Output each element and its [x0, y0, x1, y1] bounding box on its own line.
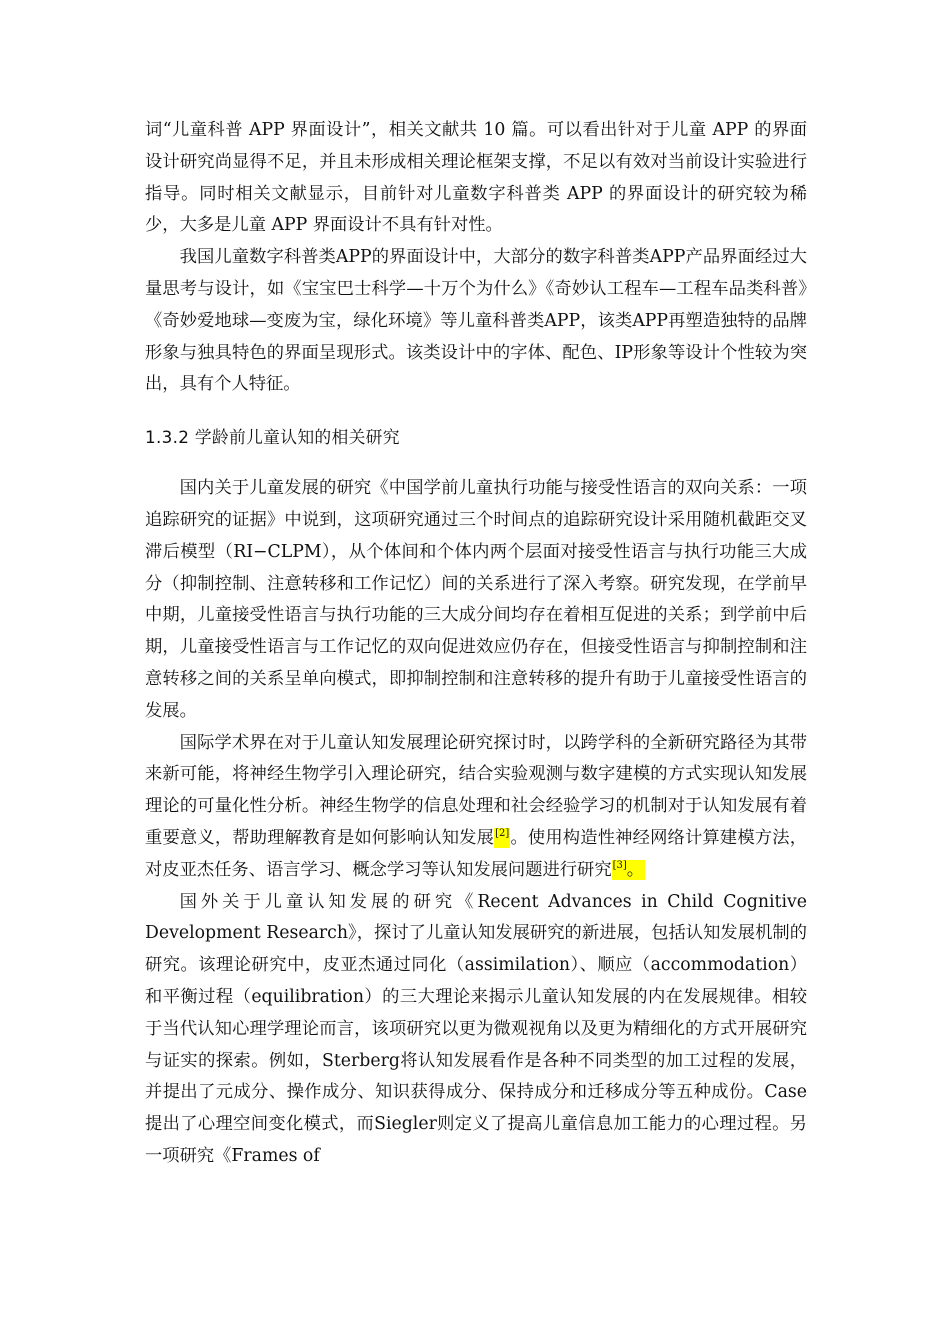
citation-ref-3: [3] [612, 859, 627, 871]
paragraph-text-part-b: 。使用构造性神经网络计算建模方法，对皮亚杰任务、语言学习、概念学习等认知发展问题进行研究 [145, 827, 807, 880]
paragraph-domestic-apps: 我国儿童数字科普类APP的界面设计中，大部分的数字科普类APP产品界面经过大量思考与设计，如《宝宝巴士科学—十万个为什么》《奇妙认工程车—工程车品类科普》《奇妙爱地球—变废为宝，绿化环境》等儿童科普类APP，该类APP再塑造独特的品牌形象与独具特色的界面呈现形式。该类设计中的字体、配色、IP形象等设计个性较为突出，具有个人特征。 [145, 247, 807, 395]
section-heading: 1.3.2 学龄前儿童认知的相关研究 [145, 427, 400, 448]
paragraph-foreign-research: 国外关于儿童认知发展的研究《Recent Advances in Child Cognitive Development Research》，探讨了儿童认知发展研究的新进展，包括认知发展机制的研究。该理论研究中，皮亚杰通过同化（assimilation）、顺应（accommodation）和平衡过程（equilibration）的三大理论来揭示儿童认知发展的内在发展规律。相较于当代认知心理学理论而言，该项研究以更为微观视角以及更为精细化的方式开展研究与证实的探索。例如，Sterberg将认知发展看作是各种不同类型的加工过程的发展，并提出了元成分、操作成分、知识获得成分、保持成分和迁移成分等五种成份。Case提出了心理空间变化模式，而Siegler则定义了提高儿童信息加工能力的心理过程。另一项研究《Frames of [145, 891, 807, 1166]
citation-highlight-2 [494, 828, 510, 848]
citation-highlight-3 [612, 860, 645, 880]
citation-period: 。 [626, 859, 645, 880]
paragraph-international-research [145, 728, 807, 887]
paragraph-text-part-a: 国际学术界在对于儿童认知发展理论研究探讨时，以跨学科的全新研究路径为其带来新可能，将神经生物学引入理论研究，结合实验观测与数字建模的方式实现认知发展理论的可量化性分析。神经生物学的信息处理和社会经验学习的机制对于认知发展有着重要意义，帮助理解教育是如何影响认知发展 [145, 732, 807, 848]
document-page [145, 115, 807, 1173]
citation-ref-2: [2] [495, 828, 510, 840]
paragraph-literature-summary: 词“儿童科普 APP 界面设计”，相关文献共 10 篇。可以看出针对于儿童 APP 的界面设计研究尚显得不足，并且未形成相关理论框架支撑，不足以有效对当前设计实验进行指导。同时相关文献显示，目前针对儿童数字科普类 APP 的界面设计的研究较为稀少，大多是儿童 APP 界面设计不具有针对性。 [145, 120, 807, 236]
paragraph-domestic-research: 国内关于儿童发展的研究《中国学前儿童执行功能与接受性语言的双向关系：一项追踪研究的证据》中说到，这项研究通过三个时间点的追踪研究设计采用随机截距交叉滞后模型（RI−CLPM），从个体间和个体内两个层面对接受性语言与执行功能三大成分（抑制控制、注意转移和工作记忆）间的关系进行了深入考察。研究发现，在学前早中期，儿童接受性语言与执行功能的三大成分间均存在着相互促进的关系；到学前中后期，儿童接受性语言与工作记忆的双向促进效应仍存在，但接受性语言与抑制控制和注意转移之间的关系呈单向模式，即抑制控制和注意转移的提升有助于儿童接受性语言的发展。 [145, 478, 807, 721]
